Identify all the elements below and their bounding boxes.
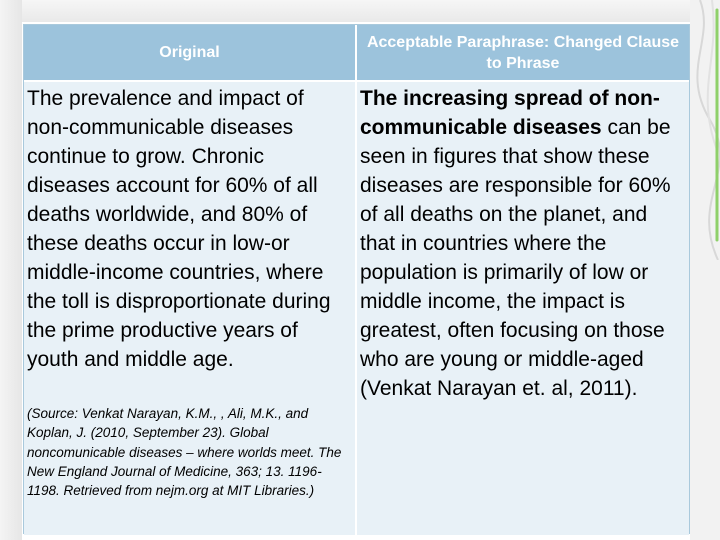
header-paraphrase: Acceptable Paraphrase: Changed Clause to Phrase [357,25,689,80]
comparison-table [23,24,690,534]
header-original: Original [24,25,357,80]
table-body-row [24,82,689,535]
slide-frame-left [0,0,22,540]
original-text: The prevalence and impact of non-communicable diseases continue to grow. Chronic diseases account for 60% of all deaths worldwide, and 80% of these deaths occur in low-or middle-income countries, where the toll is disproportionate during the prime productive years of youth and middle age. [27,87,331,371]
paraphrase-bold-phrase: The increasing spread of non-communicable diseases [360,87,660,139]
original-cell [24,82,357,535]
paraphrase-cell [357,82,689,535]
slide-frame-top [0,0,720,22]
paraphrase-text [360,84,686,403]
paraphrase-rest: can be seen in figures that show these diseases are responsible for 60% of all deaths on the planet, and that in countries where the population is primarily of low or middle income, the impact is greatest, often focusing on those who are young or middle-aged (Venkat Narayan et. al, 2011). [360,116,671,400]
table-header-row [24,25,689,82]
source-citation: (Source: Venkat Narayan, K.M., , Ali, M.K., and Koplan, J. (2010, September 23). Global noncomunicable diseases – where worlds meet. The New England Journal of Medicine, 363; 13. 1196-1198. Retrieved from nejm.org at MIT Libraries.) [27,406,342,499]
